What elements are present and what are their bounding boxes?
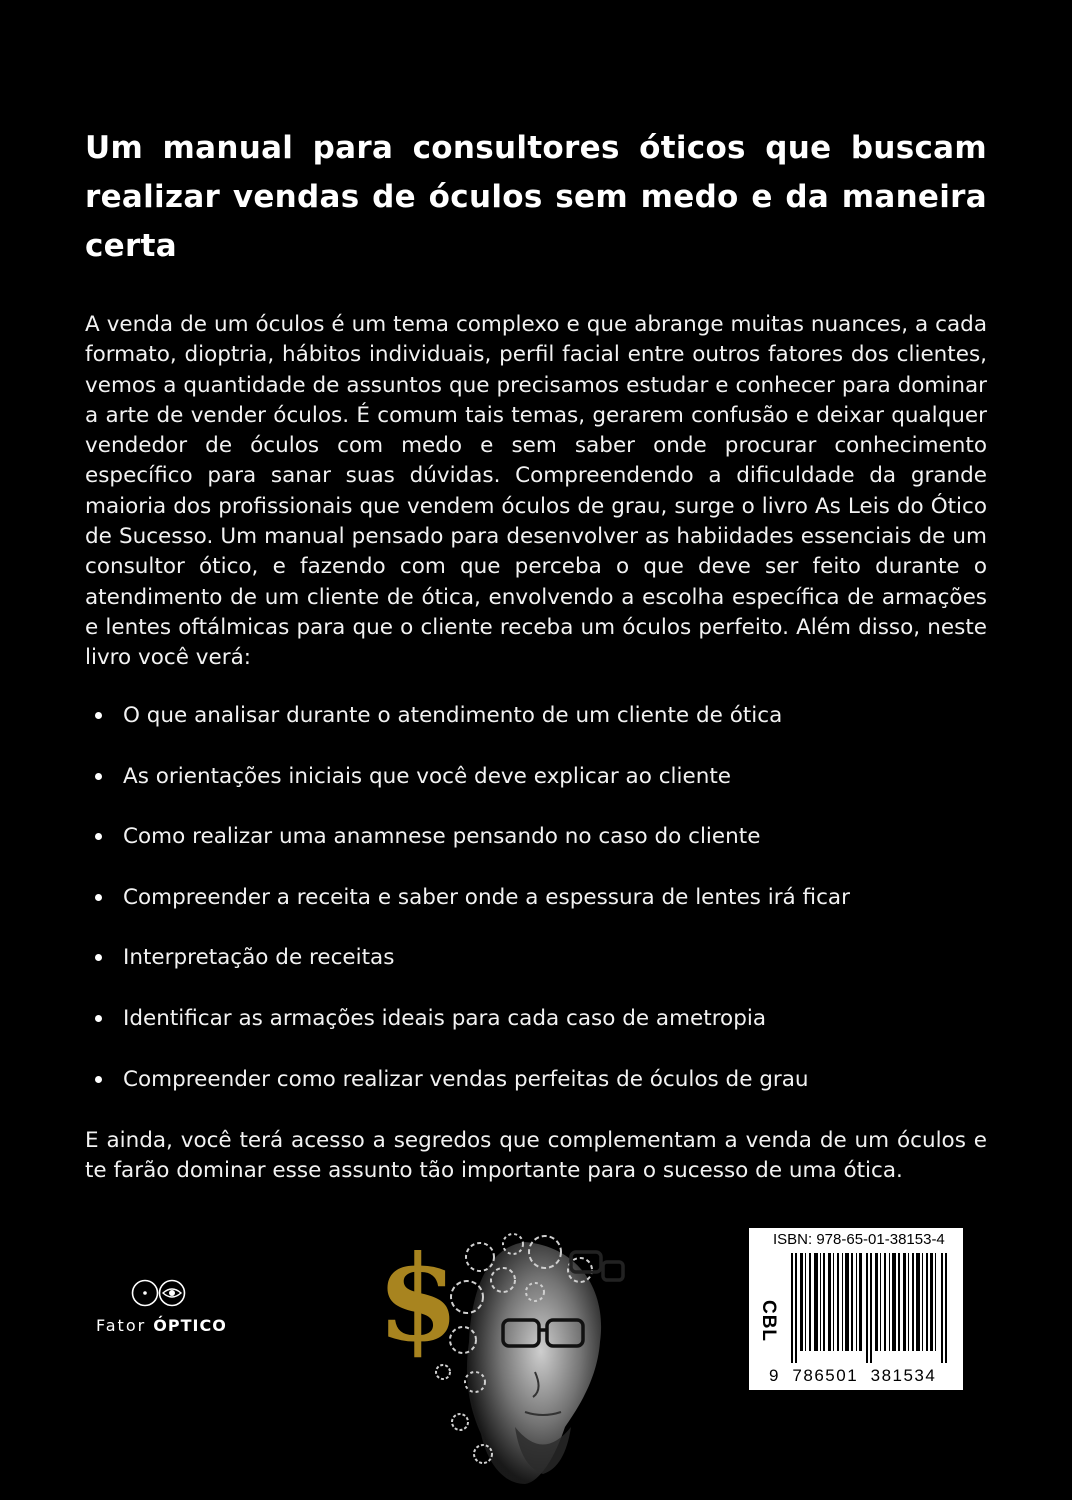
barcode-digit-lead: 9	[769, 1366, 780, 1385]
list-item-text: O que analisar durante o atendimento de um cliente de ótica	[123, 703, 783, 728]
logo-text-light: Fator	[96, 1316, 147, 1335]
bullet-list	[85, 698, 987, 1122]
logo-text-bold: ÓPTICO	[153, 1316, 227, 1335]
bullet-icon	[95, 1015, 102, 1022]
list-item	[85, 819, 987, 880]
intro-paragraph: A venda de um óculos é um tema complexo e que abrange muitas nuances, a cada formato, dioptria, hábitos individuais, perfil facial entre outros fatores dos clientes, vemos a quantidade de assuntos que precisamos estudar e conhecer para dominar a arte de vender óculos. É comum tais temas, gerarem confusão e deixar qualquer vendedor de óculos com medo e sem saber onde procurar conhecimento específico para sanar suas dúvidas. Compreendendo a dificuldade da grande maioria dos profissionais que vendem óculos de grau, surge o livro As Leis do Ótico de Sucesso. Um manual pensado para desenvolver as habiidades essenciais de um consultor ótico, e fazendo com que perceba o que deve ser feito durante o atendimento de um cliente de ótica, envolvendo a escolha específica de armações e lentes oftálmicas para que o cliente receba um óculos perfeito. Além disso, neste livro você verá:	[85, 312, 987, 671]
list-item-text: Compreender a receita e saber onde a espessura de lentes irá ficar	[123, 884, 850, 910]
barcode-digits-right: 381534	[870, 1366, 937, 1385]
barcode-bars	[789, 1253, 951, 1363]
list-item-text: Compreender como realizar vendas perfeitas de óculos de grau	[123, 1066, 809, 1092]
list-item	[85, 759, 987, 820]
barcode-digits	[769, 1366, 936, 1386]
bullet-icon	[95, 894, 102, 901]
barcode-digits-left: 786501	[792, 1366, 859, 1385]
list-item-text: As orientações iniciais que você deve explicar ao cliente	[123, 763, 731, 789]
bullet-icon	[95, 833, 102, 840]
logo-wordmark	[96, 1316, 236, 1335]
list-item	[85, 940, 987, 1001]
bullet-icon	[95, 773, 102, 780]
gear-head-glasses-illustration	[375, 1222, 625, 1492]
publisher-logo	[96, 1278, 236, 1335]
list-item	[85, 1001, 987, 1062]
dollar-sign-icon: $	[377, 1229, 460, 1368]
closing-paragraph: E ainda, você terá acesso a segredos que complementam a venda de um óculos e te farão dominar esse assunto tão importante para o sucesso de uma ótica.	[85, 1128, 987, 1184]
isbn-label: ISBN: 978-65-01-38153-4	[773, 1231, 945, 1248]
list-item-text: Como realizar uma anamnese pensando no caso do cliente	[123, 824, 761, 850]
list-item	[85, 698, 987, 759]
list-item	[85, 880, 987, 941]
headline: Um manual para consultores óticos que buscam realizar vendas de óculos sem medo e da maneira certa	[85, 130, 987, 264]
glasses-eye-icon	[130, 1278, 188, 1308]
list-item-text: Identificar as armações ideais para cada caso de ametropia	[123, 1005, 767, 1031]
list-item	[85, 1062, 987, 1123]
bullet-icon	[95, 712, 102, 719]
gear-head-illustration	[375, 1222, 625, 1492]
isbn-barcode	[749, 1228, 963, 1390]
bullet-icon	[95, 954, 102, 961]
bullet-icon	[95, 1076, 102, 1083]
list-item-text: Interpretação de receitas	[123, 945, 395, 971]
cbl-mark: CBL	[758, 1299, 780, 1343]
